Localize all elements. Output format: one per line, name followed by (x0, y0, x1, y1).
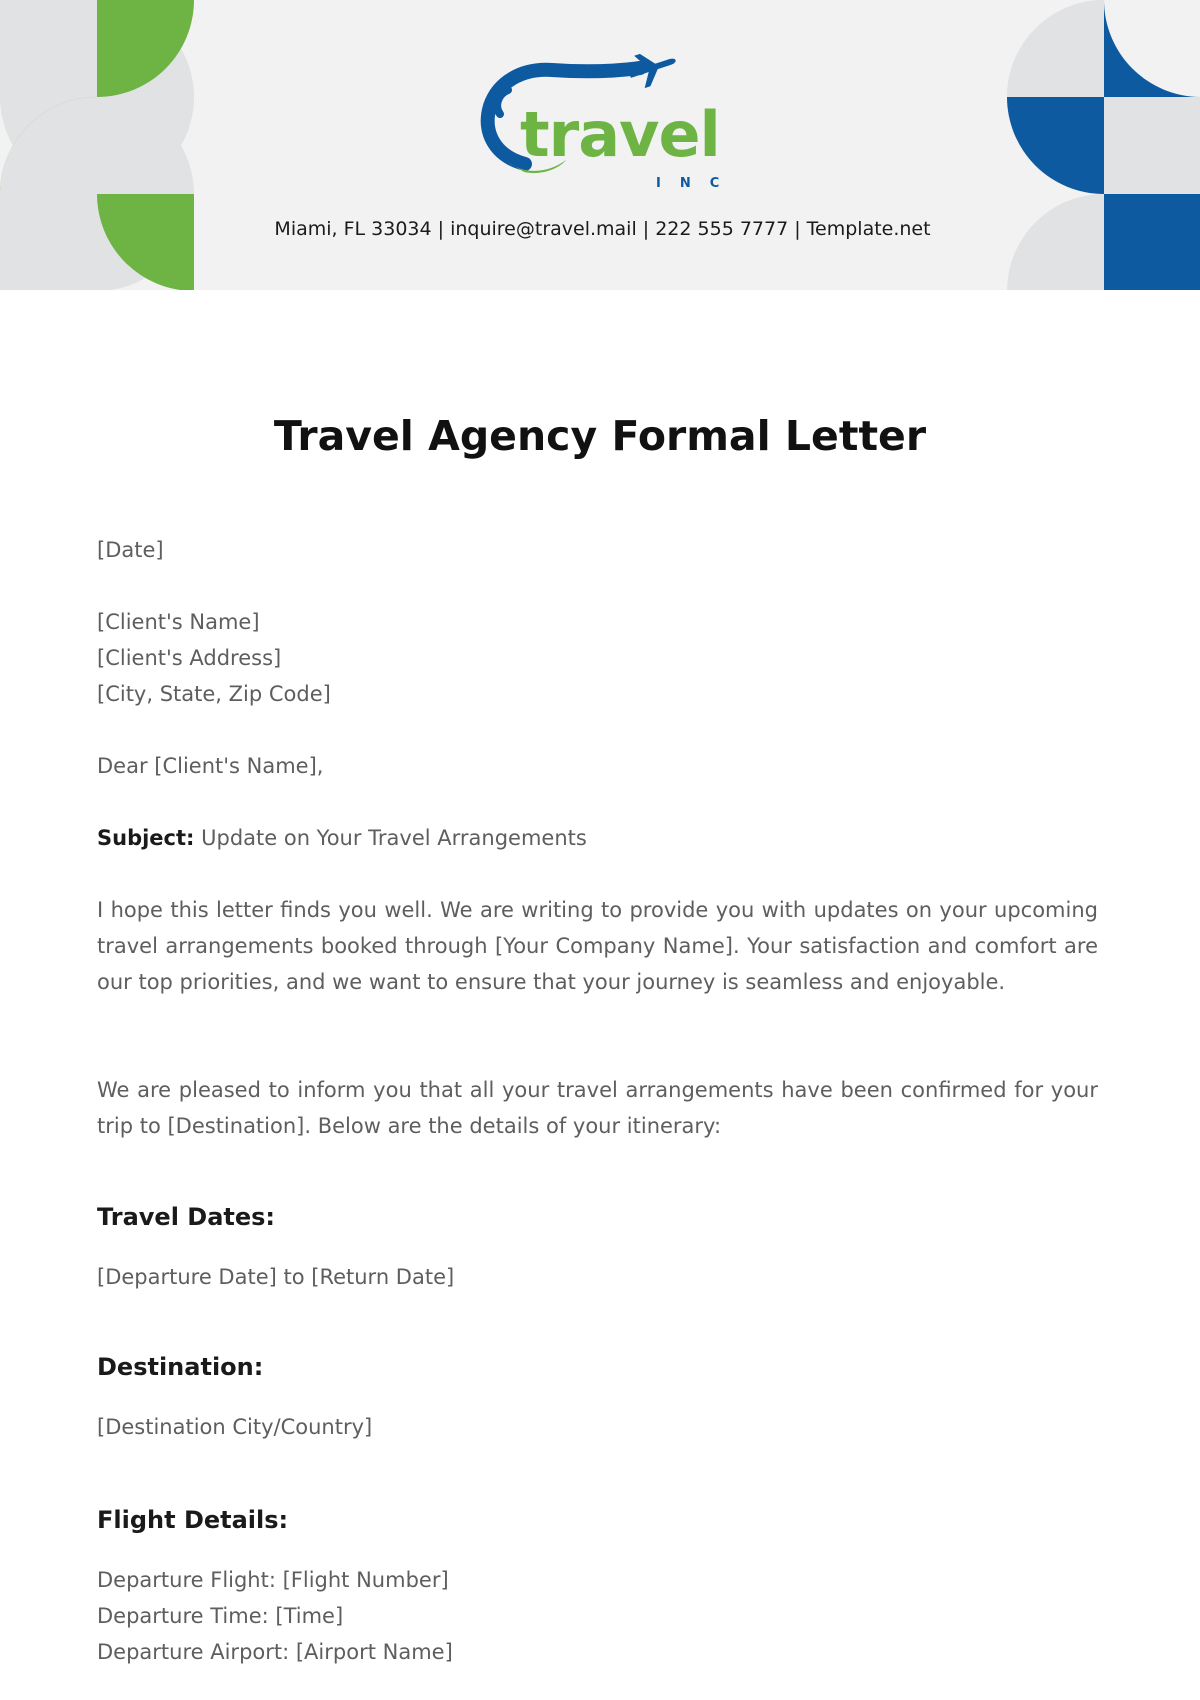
letter-date: [Date] (97, 538, 164, 562)
subject-line (97, 820, 1098, 856)
departure-time: Departure Time: [Time] (97, 1604, 344, 1628)
paragraph-intro: I hope this letter finds you well. We are writing to provide you with updates on your upcoming travel arrangements booked through [Your Company Name]. Your satisfaction and comfort are our top priorities, and we want to ensure that your journey is seamless and enjoyable. (97, 898, 1098, 994)
subject-text: Update on Your Travel Arrangements (194, 826, 587, 850)
destination-value: [Destination City/Country] (97, 1415, 373, 1439)
travel-dates-value: [Departure Date] to [Return Date] (97, 1265, 455, 1289)
heading-travel-dates: Travel Dates: (97, 1203, 276, 1231)
salutation: Dear [Client's Name], (97, 754, 324, 778)
recipient-city: [City, State, Zip Code] (97, 682, 331, 706)
decorative-circles-right (1007, 0, 1200, 290)
subject-label: Subject: (97, 826, 195, 850)
document-title: Travel Agency Formal Letter (273, 412, 927, 460)
heading-flight-details: Flight Details: (97, 1506, 289, 1534)
logo-wordmark: travel (520, 98, 720, 171)
recipient-address: [Client's Address] (97, 646, 282, 670)
heading-destination: Destination: (97, 1353, 264, 1381)
departure-airport: Departure Airport: [Airport Name] (97, 1640, 453, 1664)
contact-line: Miami, FL 33034 | inquire@travel.mail | 222 555 7777 | Template.net (274, 218, 931, 240)
company-logo (470, 44, 739, 204)
paragraph-confirmation: We are pleased to inform you that all your travel arrangements have been confirmed for your trip to [Destination]. Below are the details of your itinerary: (97, 1078, 1098, 1138)
logo-subtitle: INC (656, 176, 739, 191)
flight-details-list (97, 1562, 1098, 1670)
departure-flight: Departure Flight: [Flight Number] (97, 1568, 449, 1592)
recipient-block (97, 604, 1098, 712)
decorative-circles-left (0, 0, 200, 290)
recipient-name: [Client's Name] (97, 610, 260, 634)
letterhead (0, 0, 1200, 290)
